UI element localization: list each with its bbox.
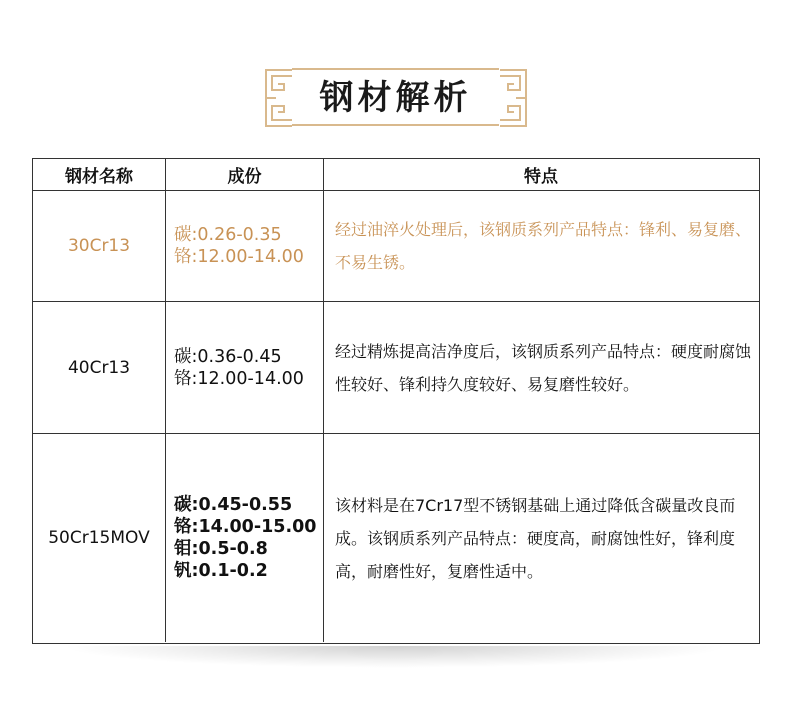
steel-grade: 40Cr13: [67, 357, 131, 378]
table-row: [33, 191, 759, 302]
composition-line: 铬:14.00-15.00: [174, 517, 317, 537]
table-header-row: [33, 159, 759, 191]
page-title: 钢材解析: [319, 78, 472, 118]
grade-cell: [33, 191, 166, 301]
title-frame: [292, 68, 499, 126]
features-text: 经过精炼提高洁净度后，该钢质系列产品特点：硬度耐腐蚀性较好、锋利持久度较好、易复磨性较好。: [335, 341, 752, 394]
features-cell: [324, 191, 758, 301]
table-row: [33, 302, 759, 434]
header-composition: 成份: [166, 159, 324, 190]
features-cell: [324, 434, 758, 642]
composition-line: 碳:0.36-0.45: [174, 346, 282, 367]
composition-line: 钒:0.1-0.2: [174, 561, 268, 581]
features-cell: [324, 302, 758, 433]
fret-ornament-left-icon: [262, 66, 296, 130]
composition-line: 碳:0.45-0.55: [174, 495, 293, 515]
composition-line: 碳:0.26-0.35: [174, 225, 282, 245]
steel-analysis-table: [32, 158, 760, 644]
fret-ornament-right-icon: [496, 66, 530, 130]
title-banner: [262, 66, 530, 130]
composition-cell: [166, 434, 324, 642]
steel-grade: 50Cr15MOV: [48, 528, 150, 548]
features-text: 经过油淬火处理后，该钢质系列产品特点：锋利、易复磨、不易生锈。: [335, 220, 752, 272]
composition-line: 铬:12.00-14.00: [174, 368, 304, 389]
header-features: 特点: [524, 167, 558, 187]
table-row: [33, 434, 759, 642]
composition-line: 铬:12.00-14.00: [174, 247, 304, 267]
grade-cell: [33, 434, 166, 642]
table-drop-shadow: [60, 646, 730, 668]
composition-cell: [166, 191, 324, 301]
steel-grade: 30Cr13: [67, 236, 131, 256]
grade-cell: [33, 302, 166, 433]
composition-cell: [166, 302, 324, 433]
features-text: 该材料是在7Cr17型不锈钢基础上通过降低含碳量改良而成。该钢质系列产品特点：硬度高，耐腐蚀性好，锋利度高，耐磨性好，复磨性适中。: [335, 495, 736, 581]
header-steel-name: 钢材名称: [33, 159, 166, 190]
composition-line: 钼:0.5-0.8: [174, 539, 268, 559]
